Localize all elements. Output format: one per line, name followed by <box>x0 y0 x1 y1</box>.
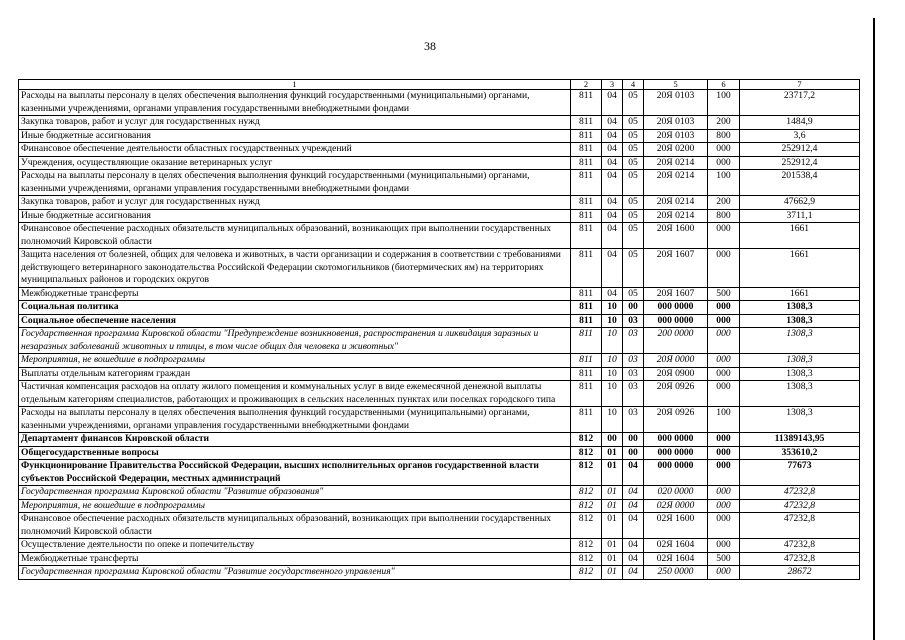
row-rz: 01 <box>602 499 623 513</box>
row-sum: 47662,9 <box>740 196 860 210</box>
row-ved: 812 <box>571 499 602 513</box>
row-name: Департамент финансов Кировской области <box>19 433 571 447</box>
table-row <box>19 486 860 500</box>
column-header: 3 <box>602 80 623 90</box>
row-name: Общегосударственные вопросы <box>19 446 571 460</box>
row-pr: 03 <box>623 381 644 407</box>
row-pr: 05 <box>623 143 644 157</box>
row-rz: 00 <box>602 433 623 447</box>
row-rz: 04 <box>602 209 623 223</box>
row-vr: 000 <box>708 249 740 288</box>
row-sum: 77673 <box>740 460 860 486</box>
row-pr: 04 <box>623 513 644 539</box>
table-row <box>19 407 860 433</box>
table-row <box>19 143 860 157</box>
table-row <box>19 129 860 143</box>
row-rz: 01 <box>602 486 623 500</box>
row-rz: 01 <box>602 513 623 539</box>
row-vr: 500 <box>708 287 740 301</box>
row-vr: 100 <box>708 170 740 196</box>
row-vr: 000 <box>708 354 740 368</box>
row-sum: 1308,3 <box>740 407 860 433</box>
row-name: Функционирование Правительства Российской Федерации, высших исполнительных органов государственной власти субъектов Российской Федерации, местных администраций <box>19 460 571 486</box>
row-csr: 20Я 1607 <box>644 249 708 288</box>
table-row <box>19 170 860 196</box>
row-vr: 800 <box>708 129 740 143</box>
row-pr: 05 <box>623 129 644 143</box>
row-name: Финансовое обеспечение деятельности областных государственных учреждений <box>19 143 571 157</box>
row-csr: 200 0000 <box>644 328 708 354</box>
row-vr: 000 <box>708 381 740 407</box>
row-vr: 000 <box>708 143 740 157</box>
column-header: 6 <box>708 80 740 90</box>
row-ved: 811 <box>571 170 602 196</box>
row-csr: 20Я 0103 <box>644 116 708 130</box>
row-name: Межбюджетные трансферты <box>19 552 571 566</box>
row-sum: 252912,4 <box>740 143 860 157</box>
row-pr: 03 <box>623 328 644 354</box>
row-csr: 02Я 1600 <box>644 513 708 539</box>
row-rz: 04 <box>602 287 623 301</box>
row-sum: 3,6 <box>740 129 860 143</box>
row-pr: 04 <box>623 539 644 553</box>
row-pr: 05 <box>623 209 644 223</box>
row-rz: 04 <box>602 196 623 210</box>
row-csr: 20Я 0214 <box>644 170 708 196</box>
row-rz: 01 <box>602 460 623 486</box>
row-csr: 20Я 1607 <box>644 287 708 301</box>
row-pr: 03 <box>623 354 644 368</box>
row-vr: 100 <box>708 90 740 116</box>
row-csr: 000 0000 <box>644 460 708 486</box>
row-csr: 20Я 1600 <box>644 223 708 249</box>
row-name: Закупка товаров, работ и услуг для государственных нужд <box>19 116 571 130</box>
table-row <box>19 328 860 354</box>
row-ved: 812 <box>571 486 602 500</box>
row-name: Расходы на выплаты персоналу в целях обеспечения выполнения функций государственными (муниципальными) органами, казенными учреждениями, органами управления государственными внебюджетными фондами <box>19 170 571 196</box>
row-sum: 1308,3 <box>740 381 860 407</box>
row-vr: 000 <box>708 156 740 170</box>
row-csr: 20Я 0900 <box>644 367 708 381</box>
row-rz: 04 <box>602 90 623 116</box>
row-ved: 811 <box>571 287 602 301</box>
row-pr: 00 <box>623 301 644 315</box>
row-sum: 47232,8 <box>740 486 860 500</box>
row-name: Государственная программа Кировской области "Предупреждение возникновения, распространения и ликвидация заразных и незаразных заболеваний животных и птицы, в том числе общих для человека и животных" <box>19 328 571 354</box>
table-row <box>19 566 860 580</box>
row-csr: 000 0000 <box>644 433 708 447</box>
row-sum: 1661 <box>740 287 860 301</box>
row-rz: 04 <box>602 129 623 143</box>
row-vr: 500 <box>708 552 740 566</box>
table-row <box>19 433 860 447</box>
row-vr: 000 <box>708 328 740 354</box>
row-rz: 04 <box>602 143 623 157</box>
row-rz: 01 <box>602 446 623 460</box>
row-rz: 01 <box>602 539 623 553</box>
row-pr: 05 <box>623 223 644 249</box>
row-csr: 20Я 0103 <box>644 129 708 143</box>
row-vr: 000 <box>708 314 740 328</box>
column-header: 1 <box>19 80 571 90</box>
row-rz: 10 <box>602 381 623 407</box>
table-row <box>19 116 860 130</box>
row-csr: 02Я 0000 <box>644 499 708 513</box>
table-row <box>19 223 860 249</box>
row-vr: 000 <box>708 539 740 553</box>
row-name: Расходы на выплаты персоналу в целях обеспечения выполнения функций государственными (муниципальными) органами, казенными учреждениями, органами управления государственными внебюджетными фондами <box>19 407 571 433</box>
row-ved: 812 <box>571 552 602 566</box>
row-sum: 252912,4 <box>740 156 860 170</box>
row-rz: 10 <box>602 407 623 433</box>
column-header: 4 <box>623 80 644 90</box>
row-pr: 04 <box>623 499 644 513</box>
row-vr: 100 <box>708 407 740 433</box>
row-sum: 1484,9 <box>740 116 860 130</box>
row-ved: 811 <box>571 301 602 315</box>
row-rz: 10 <box>602 367 623 381</box>
row-ved: 812 <box>571 513 602 539</box>
table-row <box>19 156 860 170</box>
row-name: Иные бюджетные ассигнования <box>19 209 571 223</box>
table-row <box>19 381 860 407</box>
row-vr: 000 <box>708 433 740 447</box>
table-row <box>19 196 860 210</box>
row-csr: 000 0000 <box>644 301 708 315</box>
page-number: 38 <box>424 39 436 53</box>
row-name: Закупка товаров, работ и услуг для государственных нужд <box>19 196 571 210</box>
row-rz: 04 <box>602 156 623 170</box>
row-rz: 01 <box>602 566 623 580</box>
budget-table <box>18 79 860 580</box>
table-row <box>19 301 860 315</box>
row-csr: 20Я 0214 <box>644 196 708 210</box>
table-row <box>19 314 860 328</box>
row-rz: 04 <box>602 249 623 288</box>
row-name: Расходы на выплаты персоналу в целях обеспечения выполнения функций государственными (муниципальными) органами, казенными учреждениями, органами управления государственными внебюджетными фондами <box>19 90 571 116</box>
row-name: Защита населения от болезней, общих для человека и животных, в части организации и содержания в соответствии с требованиями действующего ветеринарного законодательства Российской Федерации скотомогильников (биотермических ям) на территориях муниципальных районов и городских округов <box>19 249 571 288</box>
row-vr: 000 <box>708 223 740 249</box>
row-rz: 10 <box>602 314 623 328</box>
table-row <box>19 90 860 116</box>
row-name: Финансовое обеспечение расходных обязательств муниципальных образований, возникающих при выполнении государственных полномочий Кировской области <box>19 223 571 249</box>
row-name: Финансовое обеспечение расходных обязательств муниципальных образований, возникающих при выполнении государственных полномочий Кировской области <box>19 513 571 539</box>
column-header: 7 <box>740 80 860 90</box>
table-row <box>19 354 860 368</box>
row-vr: 000 <box>708 367 740 381</box>
row-csr: 000 0000 <box>644 314 708 328</box>
row-rz: 04 <box>602 116 623 130</box>
row-ved: 811 <box>571 328 602 354</box>
row-name: Выплаты отдельным категориям граждан <box>19 367 571 381</box>
row-sum: 47232,8 <box>740 552 860 566</box>
column-header: 2 <box>571 80 602 90</box>
row-name: Мероприятия, не вошедшие в подпрограммы <box>19 499 571 513</box>
row-ved: 812 <box>571 433 602 447</box>
row-pr: 03 <box>623 407 644 433</box>
row-sum: 23717,2 <box>740 90 860 116</box>
row-pr: 04 <box>623 552 644 566</box>
row-ved: 811 <box>571 143 602 157</box>
row-sum: 11389143,95 <box>740 433 860 447</box>
table-row <box>19 287 860 301</box>
row-name: Межбюджетные трансферты <box>19 287 571 301</box>
row-vr: 200 <box>708 196 740 210</box>
row-csr: 20Я 0926 <box>644 381 708 407</box>
row-sum: 3711,1 <box>740 209 860 223</box>
row-pr: 05 <box>623 287 644 301</box>
table-row <box>19 460 860 486</box>
row-pr: 04 <box>623 460 644 486</box>
row-ved: 811 <box>571 354 602 368</box>
row-pr: 00 <box>623 433 644 447</box>
table-row <box>19 499 860 513</box>
row-ved: 811 <box>571 129 602 143</box>
row-name: Осуществление деятельности по опеке и попечительству <box>19 539 571 553</box>
row-sum: 1308,3 <box>740 367 860 381</box>
row-vr: 000 <box>708 486 740 500</box>
table-row <box>19 249 860 288</box>
column-header: 5 <box>644 80 708 90</box>
table-header-row <box>19 80 860 90</box>
row-pr: 04 <box>623 486 644 500</box>
row-rz: 10 <box>602 301 623 315</box>
row-ved: 811 <box>571 314 602 328</box>
row-vr: 000 <box>708 301 740 315</box>
row-ved: 811 <box>571 156 602 170</box>
row-ved: 811 <box>571 223 602 249</box>
row-csr: 20Я 0200 <box>644 143 708 157</box>
row-csr: 02Я 1604 <box>644 539 708 553</box>
row-ved: 811 <box>571 381 602 407</box>
row-csr: 20Я 0000 <box>644 354 708 368</box>
row-sum: 1308,3 <box>740 301 860 315</box>
row-name: Государственная программа Кировской области "Развитие государственного управления" <box>19 566 571 580</box>
row-ved: 812 <box>571 460 602 486</box>
row-name: Иные бюджетные ассигнования <box>19 129 571 143</box>
row-vr: 000 <box>708 513 740 539</box>
row-csr: 02Я 1604 <box>644 552 708 566</box>
row-pr: 05 <box>623 90 644 116</box>
row-csr: 250 0000 <box>644 566 708 580</box>
row-name: Частичная компенсация расходов на оплату жилого помещения и коммунальных услуг в виде ежемесячной денежной выплаты отдельным категориям специалистов, работающих и проживающих в сельских населенных пунктах или поселках городского типа <box>19 381 571 407</box>
table-row <box>19 552 860 566</box>
table-row <box>19 209 860 223</box>
row-vr: 000 <box>708 499 740 513</box>
row-pr: 03 <box>623 314 644 328</box>
row-csr: 20Я 0926 <box>644 407 708 433</box>
row-vr: 000 <box>708 446 740 460</box>
row-pr: 05 <box>623 156 644 170</box>
row-vr: 800 <box>708 209 740 223</box>
row-ved: 812 <box>571 566 602 580</box>
row-ved: 811 <box>571 90 602 116</box>
row-name: Мероприятия, не вошедшие в подпрограммы <box>19 354 571 368</box>
row-rz: 04 <box>602 170 623 196</box>
row-rz: 10 <box>602 354 623 368</box>
row-pr: 05 <box>623 116 644 130</box>
row-ved: 811 <box>571 367 602 381</box>
row-ved: 812 <box>571 446 602 460</box>
row-vr: 000 <box>708 460 740 486</box>
row-ved: 811 <box>571 196 602 210</box>
row-name: Государственная программа Кировской области "Развитие образования" <box>19 486 571 500</box>
row-csr: 020 0000 <box>644 486 708 500</box>
row-sum: 1661 <box>740 223 860 249</box>
row-name: Социальная политика <box>19 301 571 315</box>
page-edge-line <box>873 18 875 640</box>
row-ved: 811 <box>571 407 602 433</box>
row-sum: 1308,3 <box>740 314 860 328</box>
table-row <box>19 446 860 460</box>
table-row <box>19 367 860 381</box>
row-pr: 05 <box>623 170 644 196</box>
row-rz: 10 <box>602 328 623 354</box>
row-sum: 47232,8 <box>740 499 860 513</box>
row-sum: 47232,8 <box>740 513 860 539</box>
row-ved: 812 <box>571 539 602 553</box>
row-rz: 01 <box>602 552 623 566</box>
row-vr: 000 <box>708 566 740 580</box>
row-sum: 1661 <box>740 249 860 288</box>
row-name: Социальное обеспечение населения <box>19 314 571 328</box>
row-csr: 000 0000 <box>644 446 708 460</box>
row-sum: 47232,8 <box>740 539 860 553</box>
row-pr: 05 <box>623 196 644 210</box>
table-row <box>19 539 860 553</box>
row-pr: 04 <box>623 566 644 580</box>
row-csr: 20Я 0103 <box>644 90 708 116</box>
row-csr: 20Я 0214 <box>644 156 708 170</box>
row-ved: 811 <box>571 116 602 130</box>
row-vr: 200 <box>708 116 740 130</box>
row-sum: 353610,2 <box>740 446 860 460</box>
row-ved: 811 <box>571 249 602 288</box>
table-row <box>19 513 860 539</box>
row-sum: 201538,4 <box>740 170 860 196</box>
row-pr: 03 <box>623 367 644 381</box>
row-pr: 00 <box>623 446 644 460</box>
row-ved: 811 <box>571 209 602 223</box>
row-csr: 20Я 0214 <box>644 209 708 223</box>
row-sum: 1308,3 <box>740 328 860 354</box>
row-sum: 28672 <box>740 566 860 580</box>
row-rz: 04 <box>602 223 623 249</box>
row-sum: 1308,3 <box>740 354 860 368</box>
row-name: Учреждения, осуществляющие оказание ветеринарных услуг <box>19 156 571 170</box>
row-pr: 05 <box>623 249 644 288</box>
